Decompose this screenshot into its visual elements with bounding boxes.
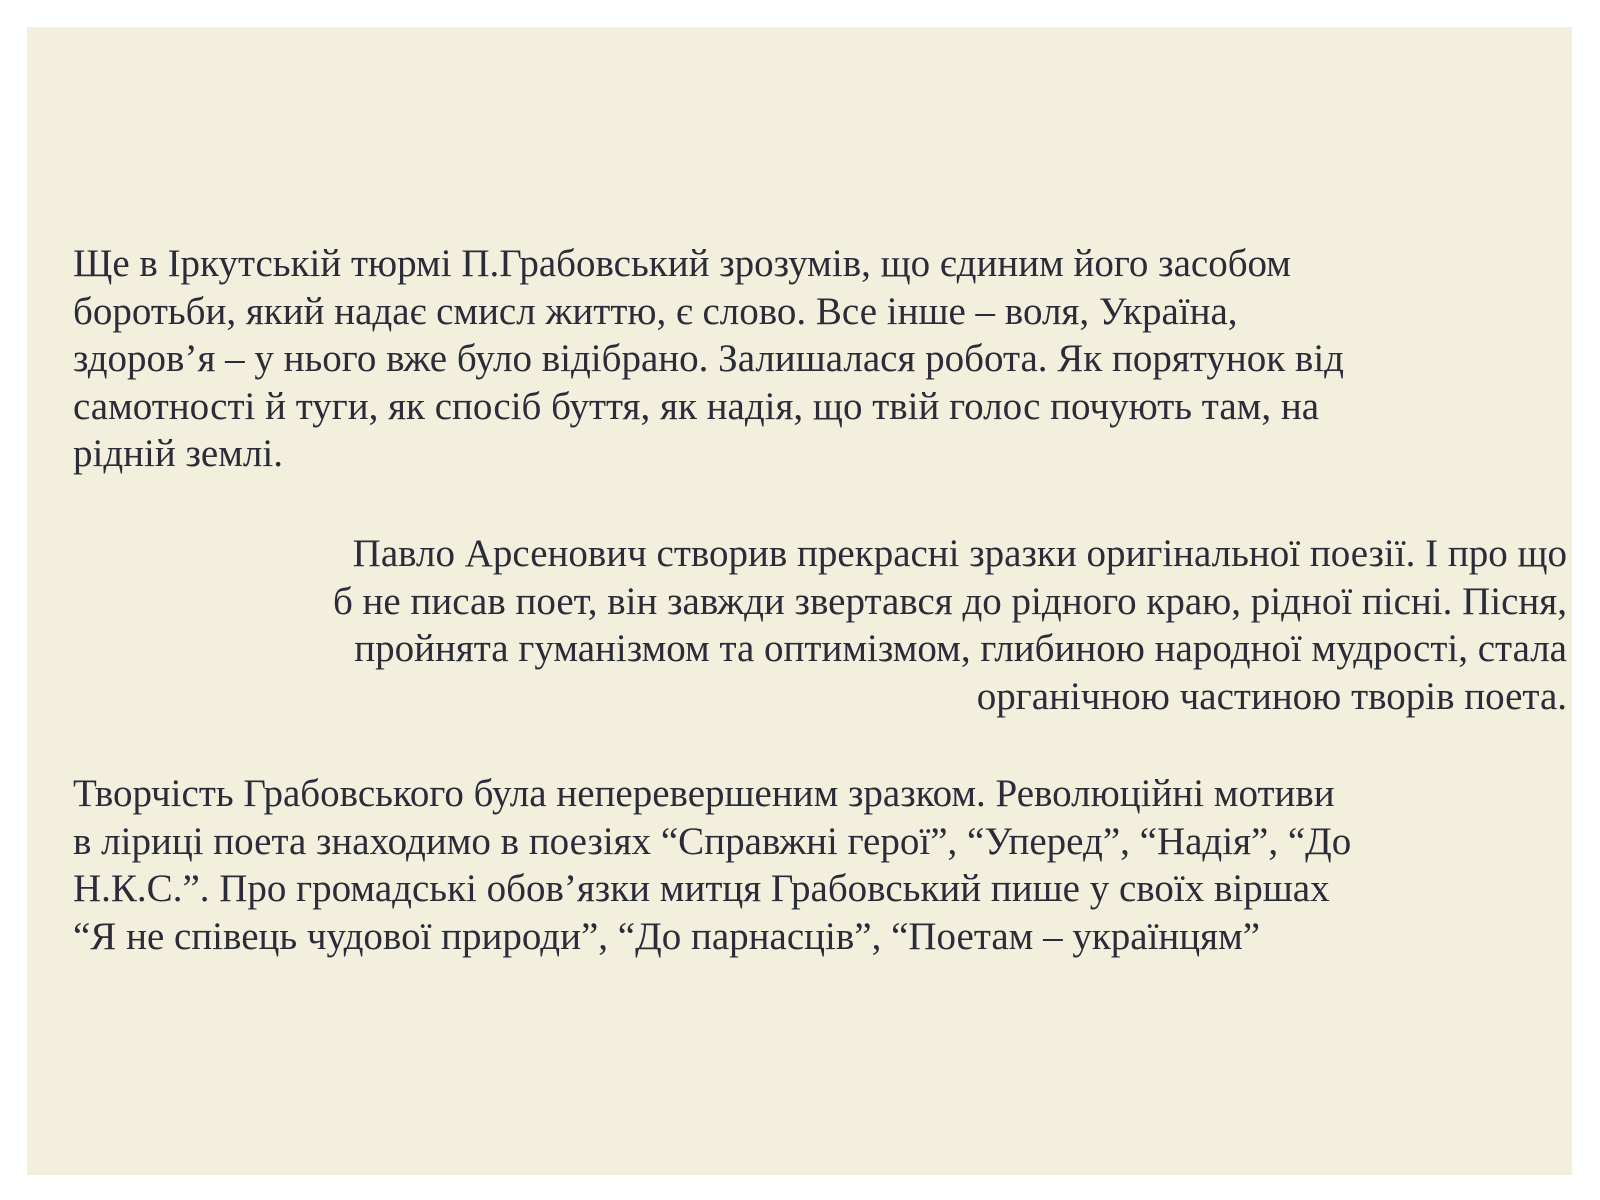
slide-panel — [27, 27, 1572, 1175]
paragraph-prison-and-word: Ще в Іркутській тюрмі П.Грабовський зрозумів, що єдиним його засобом боротьби, який надає смисл життю, є слово. Все інше – воля, Україна, здоров’я – у нього вже було відібрано. Залишалася робота. Як порятунок від самотності й туги, як спосіб буття, як надія, що твій голос почують там, на рідній землі. — [73, 242, 1345, 475]
paragraph-original-poetry: Павло Арсенович створив прекрасні зразки оригінальної поезії. І про що б не писав поет, він завжди звертався до рідного краю, рідної пісні. Пісня, пройнята гуманізмом та оптимізмом, глибиною народної мудрості, стала органічною частиною творів поета. — [332, 532, 1567, 718]
paragraph-revolutionary-motifs: Творчість Грабовського була неперевершеним зразком. Революційні мотиви в ліриці поета знаходимо в поезіях “Справжні герої”, “Уперед”, “Надія”, “До Н.К.С.”. Про громадські обов’язки митця Грабовський пише у своїх віршах “Я не співець чудової природи”, “До парнасців”, “Поетам – українцям” — [73, 772, 1352, 958]
